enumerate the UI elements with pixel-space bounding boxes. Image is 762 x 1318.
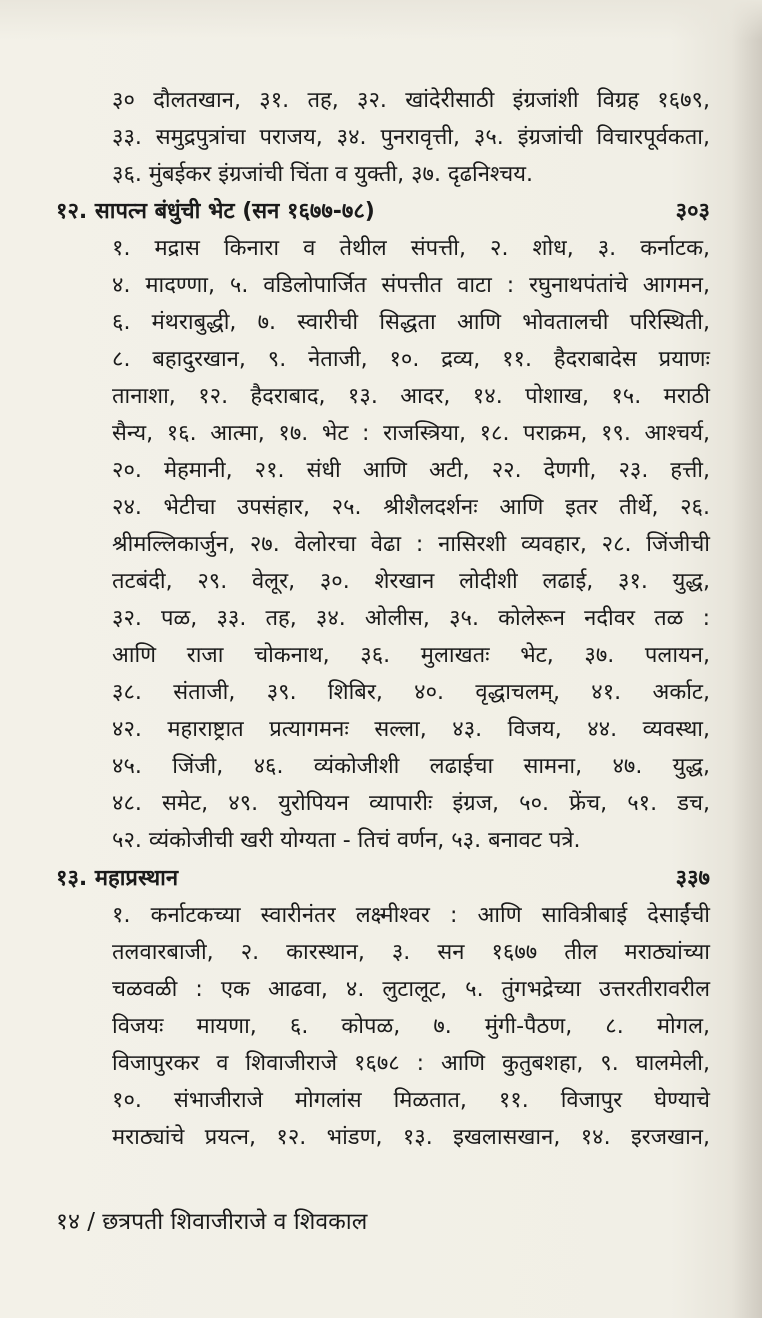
toc-line: ५२. व्यंकोजीची खरी योग्यता - तिचं वर्णन, ५३. बनावट पत्रे. xyxy=(112,828,581,853)
toc-line: ३२. पळ, ३३. तह, ३४. ओलीस, ३५. कोलेरून नदीवर तळ : xyxy=(112,606,710,631)
toc-line: ३३. समुद्रपुत्रांचा पराजय, ३४. पुनरावृत्ती, ३५. इंग्रजांची विचारपूर्वकता, xyxy=(112,125,710,150)
toc-line: ३० दौलतखान, ३१. तह, ३२. खांदेरीसाठी इंग्रजांशी विग्रह १६७९, xyxy=(112,88,710,113)
toc-line: चळवळी : एक आढवा, ४. लुटालूट, ५. तुंगभद्रेच्या उत्तरतीरावरील xyxy=(112,977,710,1002)
toc-line: तलवारबाजी, २. कारस्थान, ३. सन १६७७ तील मराठ्यांच्या xyxy=(112,940,710,965)
toc-line: १०. संभाजीराजे मोगलांस मिळतात, ११. विजापुर घेण्याचे xyxy=(112,1088,710,1113)
toc-line: १. मद्रास किनारा व तेथील संपत्ती, २. शोध, ३. कर्नाटक, xyxy=(112,236,710,261)
toc-line: आणि राजा चोकनाथ, ३६. मुलाखतः भेट, ३७. पलायन, xyxy=(112,643,710,668)
toc-line: ३८. संताजी, ३९. शिबिर, ४०. वृद्धाचलम्, ४१. अर्काट, xyxy=(112,680,710,705)
toc-line: तानाशा, १२. हैदराबाद, १३. आदर, १४. पोशाख, १५. मराठी xyxy=(112,384,710,409)
chapter-13-title: १३. महाप्रस्थान xyxy=(56,866,179,891)
toc-line: ४८. समेट, ४९. युरोपियन व्यापारीः इंग्रज, ५०. फ्रेंच, ५१. डच, xyxy=(112,791,710,816)
toc-line: विजापुरकर व शिवाजीराजे १६७८ : आणि कुतुबशहा, ९. घालमेली, xyxy=(112,1051,710,1076)
toc-line: विजयः मायणा, ६. कोपळ, ७. मुंगी-पैठण, ८. मोगल, xyxy=(112,1014,710,1039)
toc-line: ८. बहादुरखान, ९. नेताजी, १०. द्रव्य, ११. हैदराबादेस प्रयाणः xyxy=(112,347,710,372)
toc-line: १. कर्नाटकच्या स्वारीनंतर लक्ष्मीश्वर : आणि सावित्रीबाई देसाईंची xyxy=(112,903,710,928)
toc-line: सैन्य, १६. आत्मा, १७. भेट : राजस्त्रिया, १८. पराक्रम, १९. आश्चर्य, xyxy=(112,421,710,446)
toc-line: ४. मादण्णा, ५. वडिलोपार्जित संपत्तीत वाटा : रघुनाथपंतांचे आगमन, xyxy=(112,273,710,298)
page-footer: १४ / छत्रपती शिवाजीराजे व शिवकाल xyxy=(56,1209,368,1235)
chapter-12-title: १२. सापत्न बंधुंची भेट (सन १६७७-७८) xyxy=(56,199,375,224)
toc-line: मराठ्यांचे प्रयत्न, १२. भांडण, १३. इखलासखान, १४. इरजखान, xyxy=(112,1125,710,1150)
chapter-13-heading xyxy=(56,864,710,894)
chapter-12-page: ३०३ xyxy=(675,199,710,224)
toc-line: तटबंदी, २९. वेलूर, ३०. शेरखान लोदीशी लढाई, ३१. युद्ध, xyxy=(112,569,710,594)
toc-line: २४. भेटीचा उपसंहार, २५. श्रीशैलदर्शनः आणि इतर तीर्थे, २६. xyxy=(112,495,710,520)
toc-line: ३६. मुंबईकर इंग्रजांची चिंता व युक्ती, ३७. दृढनिश्चय. xyxy=(112,162,533,187)
toc-line: श्रीमल्लिकार्जुन, २७. वेलोरचा वेढा : नासिरशी व्यवहार, २८. जिंजीची xyxy=(112,532,710,557)
chapter-13-page: ३३७ xyxy=(675,866,710,891)
toc-line: ४२. महाराष्ट्रात प्रत्यागमनः सल्ला, ४३. विजय, ४४. व्यवस्था, xyxy=(112,717,710,742)
chapter-12-heading xyxy=(56,197,710,227)
toc-line: २०. मेहमानी, २१. संधी आणि अटी, २२. देणगी, २३. हत्ती, xyxy=(112,458,710,483)
toc-line: ६. मंथराबुद्धी, ७. स्वारीची सिद्धता आणि भोवतालची परिस्थिती, xyxy=(112,310,710,335)
toc-line: ४५. जिंजी, ४६. व्यंकोजीशी लढाईचा सामना, ४७. युद्ध, xyxy=(112,754,710,779)
